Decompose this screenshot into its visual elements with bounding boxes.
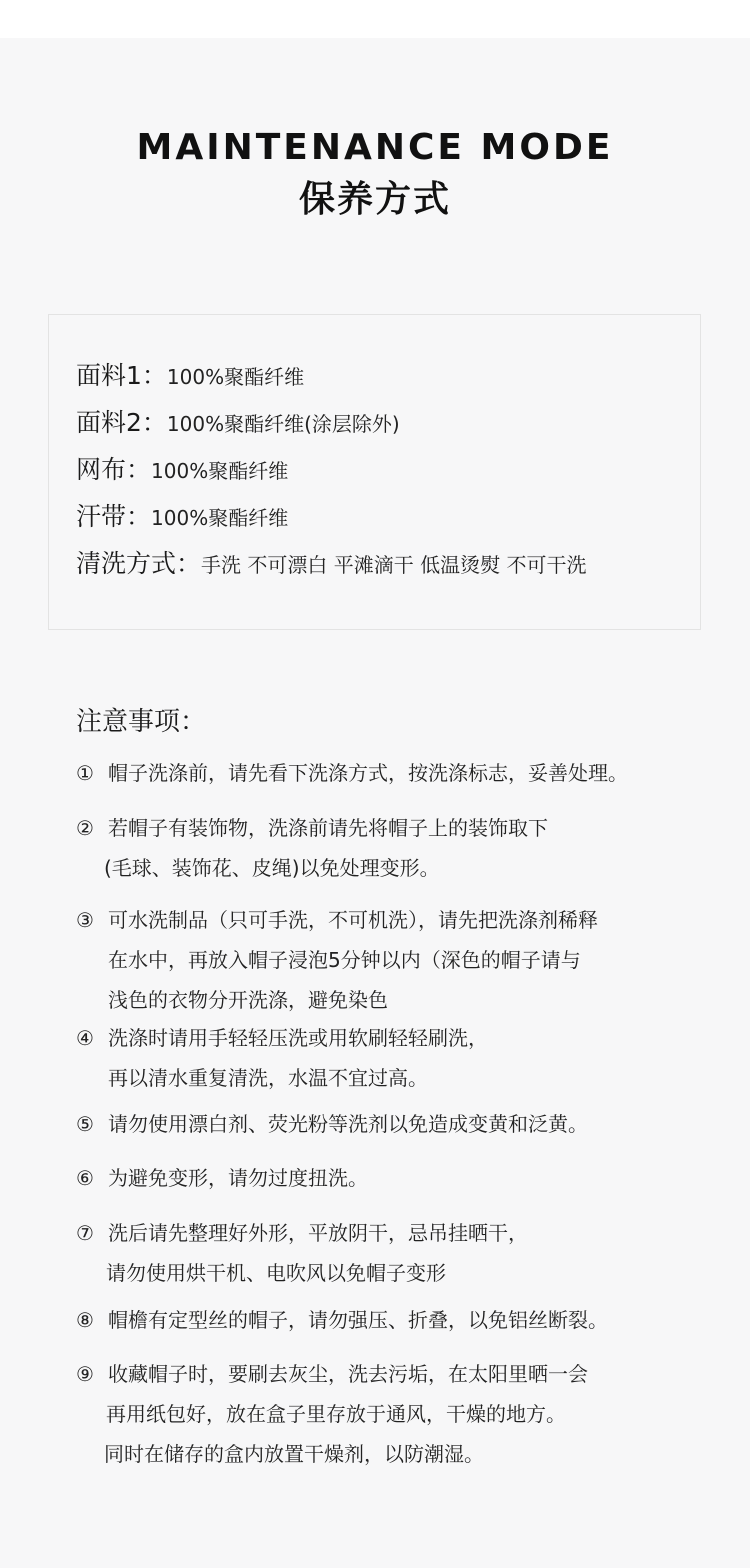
note-item-3 bbox=[76, 900, 598, 1020]
note-item-1 bbox=[76, 753, 628, 793]
material-label: 汗带： bbox=[76, 502, 152, 531]
material-value: 手洗 不可漂白 平滩滴干 低温烫熨 不可干洗 bbox=[201, 553, 587, 577]
material-value: 100%聚酯纤维 bbox=[166, 365, 305, 389]
page-background bbox=[0, 38, 750, 1568]
note-item-7 bbox=[76, 1213, 528, 1293]
note-number: ④ bbox=[76, 1026, 94, 1050]
material-label: 清洗方式： bbox=[76, 549, 202, 578]
note-text: 帽子洗涤前，请先看下洗涤方式，按洗涤标志，妥善处理。 bbox=[108, 761, 628, 785]
note-item-4 bbox=[76, 1018, 488, 1098]
note-text: 洗涤时请用手轻轻压洗或用软刷轻轻刷洗， bbox=[108, 1026, 488, 1050]
material-value: 100%聚酯纤维(涂层除外) bbox=[166, 412, 400, 436]
material-row-fabric-2 bbox=[76, 406, 400, 443]
note-number: ⑧ bbox=[76, 1308, 94, 1332]
material-row-fabric-1 bbox=[76, 359, 304, 396]
notes-title: 注意事项： bbox=[76, 707, 207, 737]
material-label: 面料2： bbox=[76, 408, 167, 437]
note-number: ③ bbox=[76, 908, 94, 932]
note-text: (毛球、装饰花、皮绳)以免处理变形。 bbox=[104, 856, 440, 880]
note-item-8 bbox=[76, 1300, 608, 1340]
note-number: ① bbox=[76, 761, 94, 785]
note-text: 帽檐有定型丝的帽子，请勿强压、折叠，以免铝丝断裂。 bbox=[108, 1308, 608, 1332]
material-label: 面料1： bbox=[76, 361, 167, 390]
note-item-5 bbox=[76, 1104, 588, 1144]
note-text: 再用纸包好，放在盒子里存放于通风，干燥的地方。 bbox=[106, 1402, 566, 1426]
page-title-en: MAINTENANCE MODE bbox=[136, 127, 614, 168]
note-item-6 bbox=[76, 1158, 368, 1198]
note-number: ⑥ bbox=[76, 1166, 94, 1190]
note-number: ⑨ bbox=[76, 1362, 94, 1386]
note-text: 请勿使用漂白剂、荧光粉等洗剂以免造成变黄和泛黄。 bbox=[108, 1112, 588, 1136]
note-text: 请勿使用烘干机、电吹风以免帽子变形 bbox=[106, 1261, 446, 1285]
material-row-washing bbox=[76, 547, 586, 584]
note-text: 浅色的衣物分开洗涤，避免染色 bbox=[108, 988, 388, 1012]
material-row-sweatband bbox=[76, 500, 288, 537]
material-value: 100%聚酯纤维 bbox=[151, 506, 289, 530]
material-row-mesh bbox=[76, 453, 288, 490]
material-info-box bbox=[48, 314, 701, 630]
note-number: ⑦ bbox=[76, 1221, 94, 1245]
note-number: ⑤ bbox=[76, 1112, 94, 1136]
page-title-zh: 保养方式 bbox=[298, 179, 451, 220]
note-item-2 bbox=[76, 808, 548, 888]
note-text: 收藏帽子时，要刷去灰尘，洗去污垢，在太阳里晒一会 bbox=[108, 1362, 588, 1386]
note-text: 为避免变形，请勿过度扭洗。 bbox=[108, 1166, 368, 1190]
material-label: 网布： bbox=[76, 455, 152, 484]
note-text: 同时在储存的盒内放置干燥剂，以防潮湿。 bbox=[104, 1442, 484, 1466]
material-value: 100%聚酯纤维 bbox=[151, 459, 289, 483]
note-text: 洗后请先整理好外形，平放阴干，忌吊挂晒干， bbox=[108, 1221, 528, 1245]
note-text: 在水中，再放入帽子浸泡5分钟以内（深色的帽子请与 bbox=[108, 948, 581, 972]
note-number: ② bbox=[76, 816, 94, 840]
note-text: 再以清水重复清洗，水温不宜过高。 bbox=[108, 1066, 428, 1090]
note-text: 若帽子有装饰物，洗涤前请先将帽子上的装饰取下 bbox=[108, 816, 548, 840]
note-item-9 bbox=[76, 1354, 588, 1474]
note-text: 可水洗制品（只可手洗，不可机洗），请先把洗涤剂稀释 bbox=[108, 908, 598, 932]
